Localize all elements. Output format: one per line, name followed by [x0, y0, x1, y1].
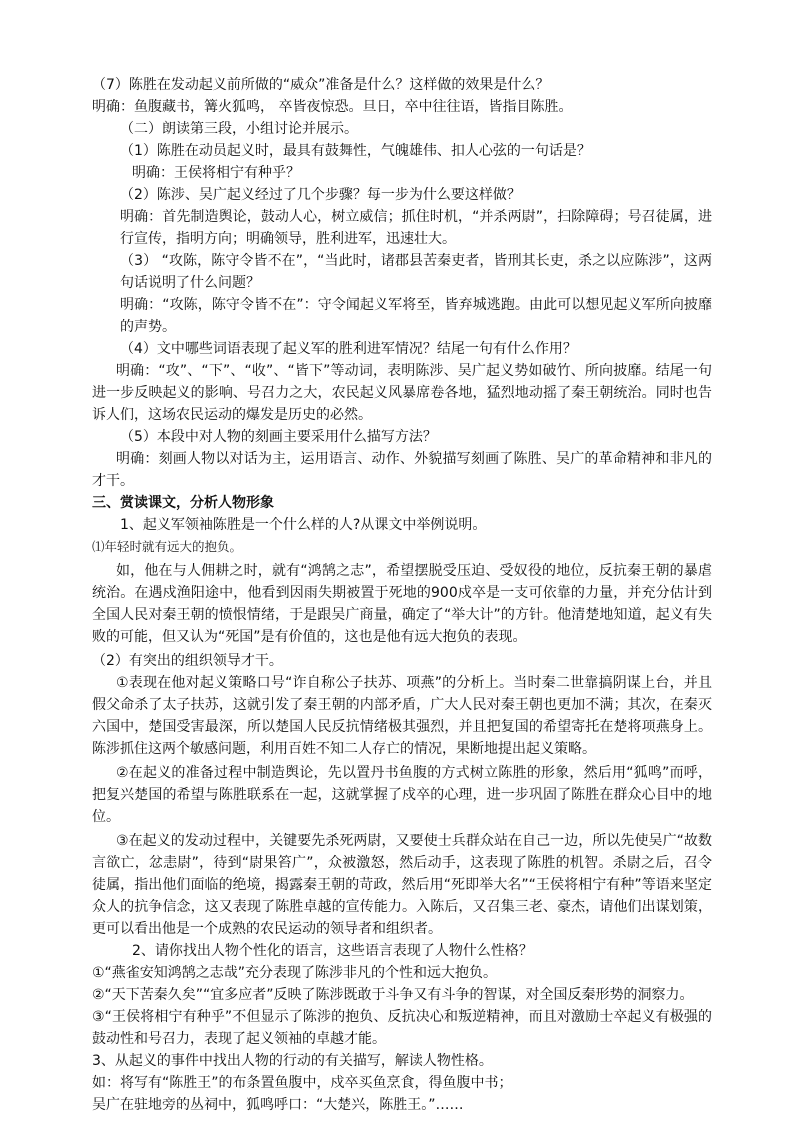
question-5: （5）本段中对人物的刻画主要采用什么描写方法？	[120, 429, 437, 445]
section-2-heading: （二）朗读第三段，小组讨论并展示。	[120, 121, 358, 137]
paragraph-opinion: ②在起义的准备过程中制造舆论，先以置丹书鱼腹的方式树立陈胜的形象，然后用“狐鸣”而呼，把复兴楚国的希望与陈胜联系在一起，这就掌握了戍卒的心理，进一步巩固了陈胜在群众心目中的地位。	[92, 765, 712, 825]
quote-2: ②“天下苦秦久矣”“宜多应者”反映了陈涉既敢于斗争又有斗争的智谋，对全国反秦形势的洞察力。	[92, 987, 694, 1003]
paragraph-strategy: ①表现在他对起义策略口号“诈自称公子扶苏、项燕”的分析上。当时秦二世靠搞阴谋上台，并且假父命杀了太子扶苏，这就引发了秦王朝的内部矛盾，广大人民对秦王朝也更加不满；其次，在秦灭六国中，楚国受害最深，所以楚国人民反抗情绪极其强烈，并且把复国的希望寄托在楚将项燕身上。陈涉抓住这两个敏感问题，利用百姓不知二人存亡的情况，果断地提出起义策略。	[92, 675, 712, 757]
answer-4: 明确：“攻”、“下”、“收”、“皆下”等动词，表明陈涉、吴广起义势如破竹、所向披靡。结尾一句进一步反映起义的影响、号召力之大，农民起义风暴席卷各地，猛烈地动摇了秦王朝统治。同时也告诉人们，这场农民运动的爆发是历史的必然。	[92, 363, 712, 423]
question-2: （2）陈涉、吴广起义经过了几个步骤？每一步为什么要这样做？	[120, 187, 521, 203]
question-3: （3） “攻陈，陈守令皆不在”，“当此时，诸郡县苦秦吏者，皆刑其长吏，杀之以应陈涉”，这两句话说明了什么问题？	[120, 253, 712, 291]
section-3-heading: 三、赏读课文，分析人物形象	[92, 495, 274, 511]
subquestion-1: 1、起义军领袖陈胜是一个什么样的人?从课文中举例说明。	[120, 517, 487, 533]
document-body	[92, 74, 712, 1116]
question-4: （4）文中哪些词语表现了起义军的胜利进军情况？结尾一句有什么作用？	[120, 341, 577, 357]
subquestion-2: 2、请你找出人物个性化的语言，这些语言表现了人物什么性格？	[132, 943, 533, 959]
answer-1: 明确：王侯将相宁有种乎？	[132, 165, 300, 181]
answer-3: 明确：“攻陈，陈守令皆不在”：守令闻起义军将至，皆弃城逃跑。由此可以想见起义军所向披靡的声势。	[120, 297, 712, 335]
point-2: （2）有突出的组织领导才干。	[92, 653, 283, 669]
action-example-1: 如：将写有“陈胜王”的布条置鱼腹中，戍卒买鱼烹食，得鱼腹中书；	[92, 1075, 513, 1091]
question-1: （1）陈胜在动员起义时，最具有鼓舞性，气魄雄伟、扣人心弦的一句话是？	[120, 143, 591, 159]
action-example-2: 吴广在驻地旁的丛祠中，狐鸣呼口：“大楚兴，陈胜王。”……	[92, 1097, 464, 1113]
point-1: ⑴年轻时就有远大的抱负。	[92, 539, 243, 554]
paragraph-ambition: 如，他在与人佣耕之时，就有“鸿鹄之志”，希望摆脱受压迫、受奴役的地位，反抗秦王朝的暴虐统治。在遇戍渔阳途中，他看到因雨失期被置于死地的900戍卒是一支可依靠的力量，并充分估计到全国人民对秦王朝的愤恨情绪，于是跟吴广商量，确定了“举大计”的方针。他清楚地知道，起义有失败的可能，但又认为“死国”是有价值的，这也是他有远大抱负的表现。	[92, 563, 712, 645]
answer-5: 明确：刻画人物以对话为主，运用语言、动作、外貌描写刻画了陈胜、吴广的革命精神和非凡的才干。	[92, 451, 712, 489]
quote-1: ①“燕雀安知鸿鹄之志哉”充分表现了陈涉非凡的个性和远大抱负。	[92, 965, 498, 981]
paragraph-uprising: ③在起义的发动过程中，关键要先杀死两尉，又要使士兵群众站在自己一边，所以先使吴广“故数言欲亡，忿恚尉”，待到“尉果笞广”，众被激怒，然后动手，这表现了陈胜的机智。杀尉之后，召令徒属，指出他们面临的绝境，揭露秦王朝的苛政，然后用“死即举大名”“王侯将相宁有种”等语来坚定众人的抗争信念，这又表现了陈胜卓越的宣传能力。入陈后，又召集三老、豪杰，请他们出谋划策，更可以看出他是一个成熟的农民运动的领导者和组织者。	[92, 833, 712, 937]
answer-7: 明确：鱼腹藏书，篝火狐鸣， 卒皆夜惊恐。旦日，卒中往往语，皆指目陈胜。	[92, 99, 573, 115]
answer-2: 明确：首先制造舆论，鼓动人心，树立威信；抓住时机，“并杀两尉”，扫除障碍；号召徒属，进行宣传，指明方向；明确领导，胜利进军，迅速壮大。	[120, 209, 712, 247]
question-7: （7）陈胜在发动起义前所做的“威众”准备是什么？这样做的效果是什么？	[92, 77, 550, 93]
quote-3: ③“王侯将相宁有种乎”不但显示了陈涉的抱负、反抗决心和叛逆精神，而且对激励士卒起义有极强的鼓动性和号召力，表现了起义领袖的卓越才能。	[92, 1009, 712, 1047]
subquestion-3: 3、从起义的事件中找出人物的行动的有关描写，解读人物性格。	[92, 1053, 493, 1069]
